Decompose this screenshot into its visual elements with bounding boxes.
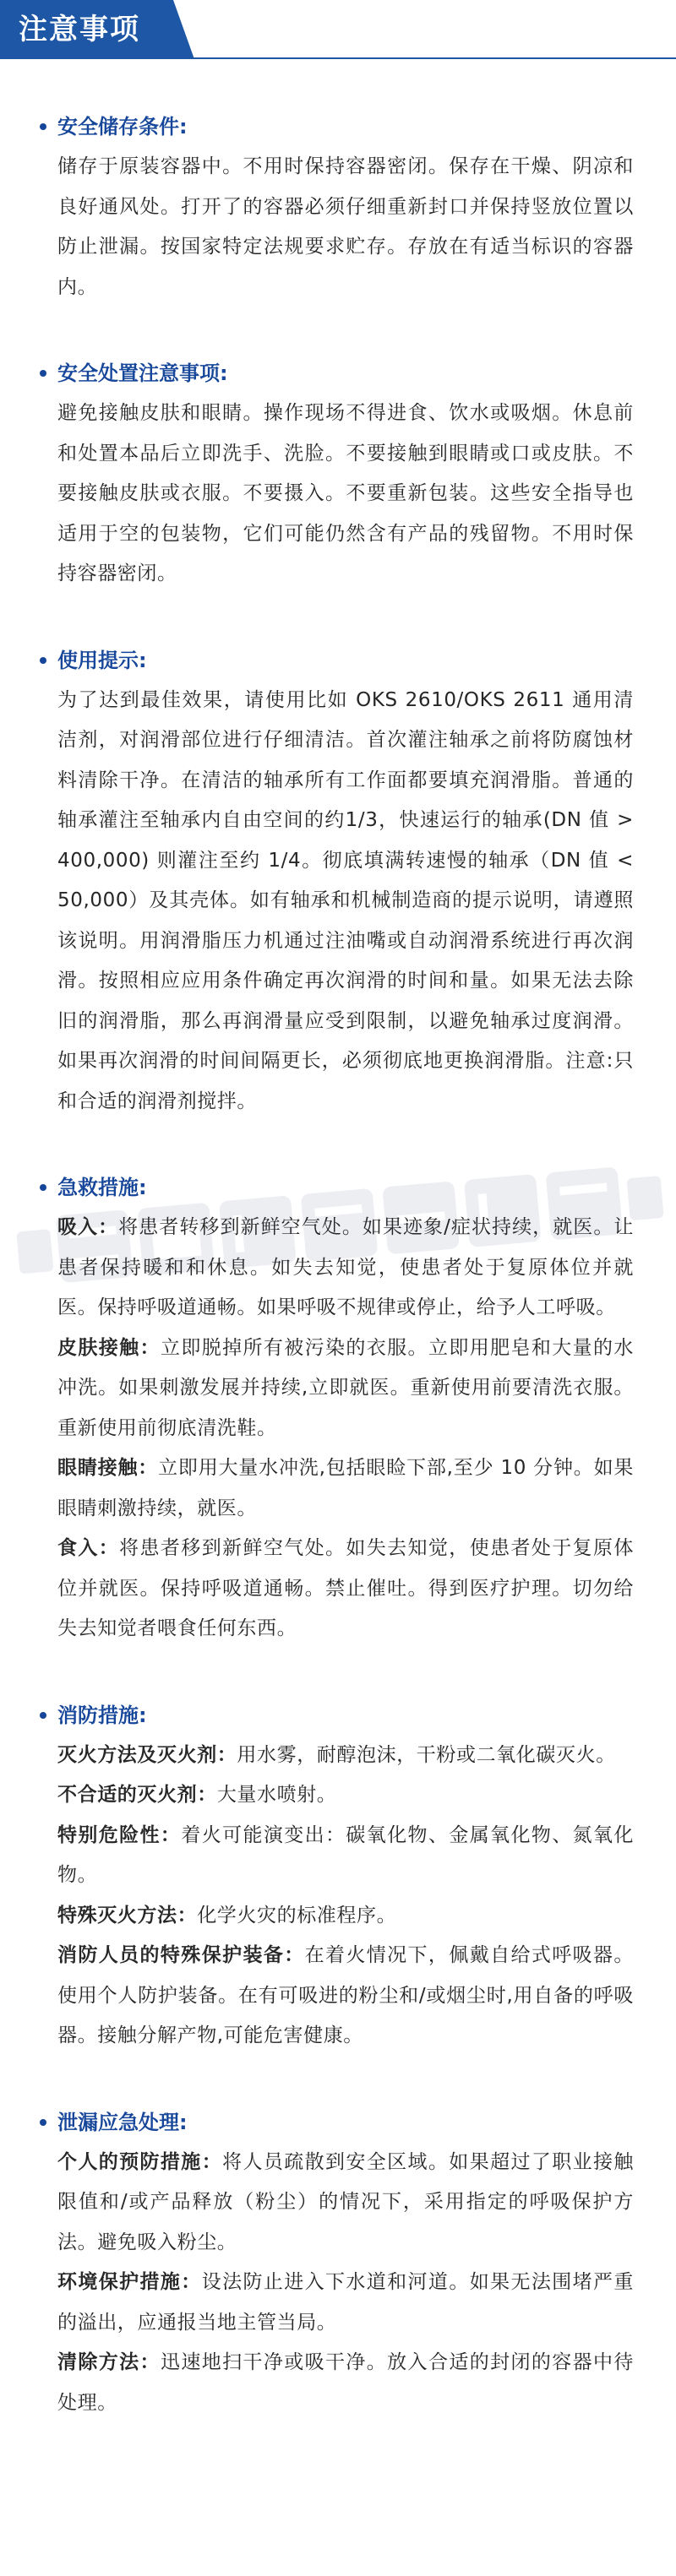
paragraph-text: 立即脱掉所有被污染的衣服。立即用肥皂和大量的水冲洗。如果刺激发展并持续,立即就医。重新使用前要清洗衣服。重新使用前彻底清洗鞋。 (57, 1336, 635, 1439)
paragraph (57, 1736, 634, 1776)
bullet-icon (40, 1184, 46, 1191)
paragraph-text: 迅速地扫干净或吸干净。放入合适的封闭的容器中待处理。 (57, 2351, 635, 2414)
paragraph-text: 储存于原装容器中。不用时保持容器密闭。保存在干燥、阴凉和良好通风处。打开了的容器必须仔细重新封口并保持竖放位置以防止泄漏。按国家特定法规要求贮存。存放在有适当标识的容器内。 (57, 155, 634, 298)
paragraph (57, 147, 634, 307)
paragraph (57, 1896, 634, 1937)
section-body (57, 147, 634, 307)
paragraph-label: 吸入： (57, 1216, 119, 1238)
paragraph-label: 食入： (57, 1537, 120, 1559)
section-heading-text: 安全储存条件: (57, 115, 188, 139)
section-body (57, 1736, 634, 2057)
section-storage (0, 110, 676, 307)
paragraph-text: 将患者移到新鲜空气处。如失去知觉，使患者处于复原体位并就医。保持呼吸道通畅。禁止催吐。得到医疗护理。切勿给失去知觉者喂食任何东西。 (57, 1537, 634, 1639)
section-heading-text: 急救措施: (57, 1176, 147, 1199)
bullet-icon (40, 2119, 46, 2126)
paragraph-label: 清除方法： (57, 2351, 161, 2373)
section-spill-response (0, 2106, 676, 2424)
header-bar (0, 0, 676, 59)
bullet-icon (40, 657, 46, 664)
section-body (57, 1208, 634, 1649)
paragraph-text: 用水雾，耐醇泡沫，干粉或二氧化碳灭火。 (237, 1743, 616, 1766)
paragraph (57, 1816, 634, 1896)
paragraph (57, 1529, 634, 1649)
paragraph-label: 不合适的灭火剂： (57, 1784, 217, 1806)
section-usage-tips (0, 644, 676, 1122)
paragraph (57, 1936, 634, 2057)
section-heading-text: 安全处置注意事项: (57, 361, 228, 385)
paragraph-text: 立即用大量水冲洗,包括眼睑下部,至少 10 分钟。如果眼睛刺激持续，就医。 (57, 1457, 635, 1519)
section-heading (0, 1171, 676, 1204)
bullet-icon (40, 1712, 46, 1719)
paragraph-text: 大量水喷射。 (216, 1784, 337, 1806)
paragraph-label: 环境保护措施： (57, 2271, 202, 2293)
paragraph-text: 将患者转移到新鲜空气处。如果迹象/症状持续，就医。让患者保持暖和和休息。如失去知觉，使患者处于复原体位并就医。保持呼吸道通畅。如果呼吸不规律或停止，给予人工呼吸。 (57, 1216, 634, 1318)
paragraph (57, 1329, 634, 1449)
paragraph (57, 681, 634, 1122)
section-heading (0, 1698, 676, 1732)
paragraph-label: 个人的预防措施： (57, 2150, 223, 2173)
paragraph-text: 将人员疏散到安全区域。如果超过了职业接触限值和/或产品释放（粉尘）的情况下，采用指定的呼吸保护方法。避免吸入粉尘。 (57, 2150, 634, 2253)
section-heading (0, 644, 676, 677)
section-heading (0, 356, 676, 390)
section-heading (0, 2106, 676, 2139)
paragraph-label: 皮肤接触： (57, 1336, 161, 1359)
bullet-icon (40, 123, 46, 130)
paragraph (57, 1448, 634, 1529)
paragraph-text: 化学火灾的标准程序。 (197, 1904, 397, 1927)
notes-content (0, 110, 676, 2472)
section-first-aid (0, 1171, 676, 1649)
paragraph-label: 灭火方法及灭火剂： (57, 1743, 237, 1766)
section-heading-text: 使用提示: (57, 648, 147, 672)
section-heading-text: 泄漏应急处理: (57, 2110, 188, 2134)
section-body (57, 681, 634, 1122)
paragraph-label: 特别危险性： (57, 1823, 182, 1846)
paragraph-text: 为了达到最佳效果，请使用比如 OKS 2610/OKS 2611 通用清洁剂，对润滑部位进行仔细清洁。首次灌注轴承之前将防腐蚀材料清除干净。在清洁的轴承所有工作面都要填充润滑脂。普通的轴承灌注至轴承内自由空间的约1/3，快速运行的轴承(DN 值 > 400,000) 则灌注至约 1/4。彻底填满转速慢的轴承（DN 值 < 50,000）及其壳体。如有轴承和机械制造商的提示说明，请遵照该说明。用润滑脂压力机通过注油嘴或自动润滑系统进行再次润滑。按照相应应用条件确定再次润滑的时间和量。如果无法去除旧的润滑脂，那么再润滑量应受到限制，以避免轴承过度润滑。如果再次润滑的时间间隔更长，必须彻底地更换润滑脂。注意:只和合适的润滑剂搅拌。 (57, 688, 634, 1112)
paragraph-text: 着火可能演变出：碳氧化物、金属氧化物、氮氧化物。 (57, 1823, 634, 1886)
paragraph-text: 避免接触皮肤和眼睛。操作现场不得进食、饮水或吸烟。休息前和处置本品后立即洗手、洗脸。不要接触到眼睛或口或皮肤。不要接触皮肤或衣服。不要摄入。不要重新包装。这些安全指导也适用于空的包装物，它们可能仍然含有产品的残留物。不用时保持容器密闭。 (57, 402, 634, 584)
paragraph-label: 特殊灭火方法： (57, 1904, 198, 1927)
paragraph (57, 394, 634, 595)
paragraph (57, 2143, 634, 2264)
section-body (57, 2143, 634, 2424)
section-heading-text: 消防措施: (57, 1703, 147, 1727)
paragraph-text: 设法防止进入下水道和河道。如果无法围堵严重的溢出，应通报当地主管当局。 (57, 2271, 634, 2334)
bullet-icon (40, 370, 46, 377)
section-handling (0, 356, 676, 595)
paragraph (57, 1775, 634, 1816)
paragraph (57, 1208, 634, 1329)
page-title: 注意事项 (19, 13, 140, 46)
paragraph-label: 消防人员的特殊保护装备： (57, 1944, 305, 1966)
paragraph-text: 在着火情况下，佩戴自给式呼吸器。使用个人防护装备。在有可吸进的粉尘和/或烟尘时,用自备的呼吸器。接触分解产物,可能危害健康。 (57, 1944, 634, 2046)
section-heading (0, 110, 676, 144)
paragraph (57, 2343, 634, 2423)
paragraph (57, 2263, 634, 2343)
paragraph-label: 眼睛接触： (57, 1457, 159, 1479)
section-body (57, 394, 634, 595)
section-fire-fighting (0, 1698, 676, 2057)
